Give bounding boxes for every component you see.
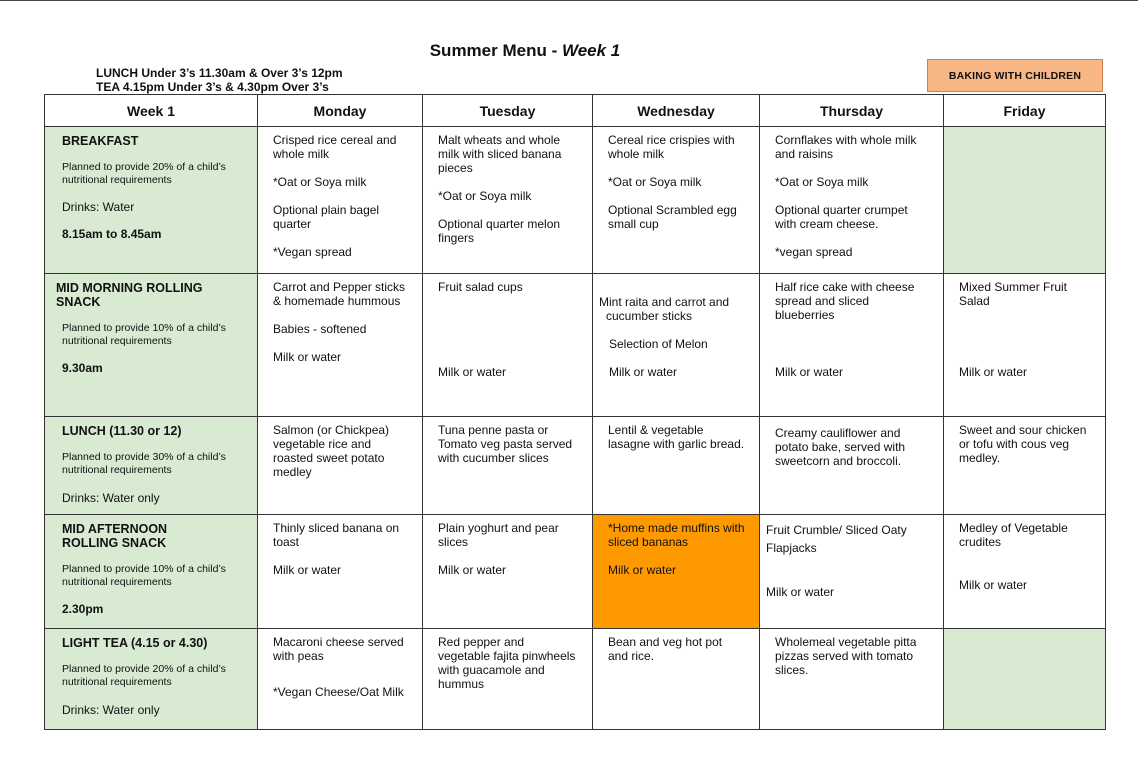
menu-item: Mixed Summer Fruit Salad	[959, 280, 1068, 308]
row-mid-morning-snack	[45, 274, 1106, 417]
menu-item: Wholemeal vegetable pitta pizzas served with tomato slices.	[775, 635, 917, 677]
top-rule	[0, 0, 1138, 1]
meal-time: 9.30am	[62, 361, 103, 375]
light-tea-wednesday	[593, 629, 760, 730]
mid-morning-wednesday	[593, 274, 760, 417]
meal-title: LIGHT TEA (4.15 or 4.30)	[62, 636, 208, 650]
lunch-tuesday	[423, 417, 593, 515]
menu-item: Optional quarter crumpet with cream cheese.	[775, 203, 908, 231]
menu-item: *Home made muffins with sliced bananas	[608, 521, 745, 549]
title-week: Week 1	[561, 41, 621, 60]
breakfast-label	[45, 127, 258, 274]
nutrition-note: Planned to provide 10% of a child’s nutritional requirements	[62, 322, 226, 347]
menu-item: *Oat or Soya milk	[273, 175, 367, 189]
breakfast-monday	[258, 127, 423, 274]
page-title	[0, 41, 1050, 61]
row-breakfast	[45, 127, 1106, 274]
menu-item: Fruit Crumble/ Sliced Oaty Flapjacks	[766, 523, 907, 555]
menu-item: Creamy cauliflower and potato bake, served with sweetcorn and broccoli.	[775, 426, 906, 468]
menu-item: Milk or water	[766, 585, 835, 599]
nutrition-note: Planned to provide 10% of a child’s nutritional requirements	[62, 563, 226, 588]
lunch-label	[45, 417, 258, 515]
lunch-friday	[944, 417, 1106, 515]
meal-time: 2.30pm	[62, 602, 104, 616]
menu-item: Medley of Vegetable crudites	[959, 521, 1068, 549]
menu-item: Milk or water	[608, 563, 677, 577]
menu-item: Optional quarter melon fingers	[438, 217, 561, 245]
menu-item: Half rice cake with cheese spread and sliced blueberries	[775, 280, 915, 322]
menu-item: Cereal rice crispies with whole milk	[608, 133, 735, 161]
light-tea-friday	[944, 629, 1106, 730]
meal-title: LUNCH (11.30 or 12)	[62, 424, 182, 438]
row-lunch	[45, 417, 1106, 515]
menu-item: Red pepper and vegetable fajita pinwheels with guacamole and hummus	[438, 635, 576, 691]
mid-afternoon-friday	[944, 515, 1106, 629]
breakfast-wednesday	[593, 127, 760, 274]
header-row	[45, 95, 1106, 127]
menu-item: Fruit salad cups	[438, 280, 523, 294]
menu-item: Milk or water	[273, 563, 342, 577]
col-monday: Monday	[258, 95, 423, 127]
nutrition-note: Planned to provide 20% of a child’s nutritional requirements	[62, 663, 226, 688]
menu-item: Optional plain bagel quarter	[273, 203, 380, 231]
drinks-note: Drinks: Water only	[62, 703, 160, 717]
menu-item: Crisped rice cereal and whole milk	[273, 133, 397, 161]
light-tea-monday	[258, 629, 423, 730]
col-week: Week 1	[45, 95, 258, 127]
menu-item: Lentil & vegetable lasagne with garlic bread.	[608, 423, 745, 451]
menu-item: Malt wheats and whole milk with sliced banana pieces	[438, 133, 562, 175]
baking-with-children-badge: BAKING WITH CHILDREN	[927, 59, 1103, 92]
breakfast-tuesday	[423, 127, 593, 274]
mid-morning-label	[45, 274, 258, 417]
menu-item: Cornflakes with whole milk and raisins	[775, 133, 917, 161]
menu-item: *vegan spread	[775, 245, 853, 259]
menu-item: *Vegan spread	[273, 245, 352, 259]
menu-item: *Oat or Soya milk	[608, 175, 702, 189]
mid-afternoon-thursday	[760, 515, 944, 629]
meal-title: MID MORNING ROLLING SNACK	[56, 281, 203, 309]
title-text: Summer Menu -	[429, 41, 558, 60]
menu-item: Milk or water	[959, 365, 1028, 379]
row-mid-afternoon-snack	[45, 515, 1106, 629]
nutrition-note: Planned to provide 20% of a child’s nutritional requirements	[62, 161, 226, 186]
mid-afternoon-tuesday	[423, 515, 593, 629]
menu-item: Milk or water	[438, 365, 507, 379]
menu-item: *Oat or Soya milk	[438, 189, 532, 203]
menu-item: Bean and veg hot pot and rice.	[608, 635, 723, 663]
drinks-note: Drinks: Water	[62, 200, 135, 214]
col-wednesday: Wednesday	[593, 95, 760, 127]
meal-title: BREAKFAST	[62, 134, 139, 148]
lunch-wednesday	[593, 417, 760, 515]
meal-time: 8.15am to 8.45am	[62, 227, 162, 241]
lunch-times: LUNCH Under 3’s 11.30am & Over 3’s 12pm	[96, 66, 343, 80]
menu-item: Thinly sliced banana on toast	[273, 521, 400, 549]
lunch-monday	[258, 417, 423, 515]
light-tea-label	[45, 629, 258, 730]
drinks-note: Drinks: Water only	[62, 491, 160, 505]
menu-item: Milk or water	[959, 578, 1028, 592]
tea-times: TEA 4.15pm Under 3’s & 4.30pm Over 3’s	[96, 80, 329, 94]
lunch-thursday	[760, 417, 944, 515]
menu-item: Optional Scrambled egg small cup	[608, 203, 737, 231]
menu-item: Mint raita and carrot and cucumber sticks	[599, 295, 730, 323]
menu-item: Milk or water	[775, 365, 844, 379]
menu-table	[44, 94, 1106, 730]
menu-item: Milk or water	[609, 365, 678, 379]
menu-item: Salmon (or Chickpea) vegetable rice and roasted sweet potato medley	[273, 423, 390, 479]
mid-morning-thursday	[760, 274, 944, 417]
menu-item: Macaroni cheese served with peas	[273, 635, 404, 663]
light-tea-thursday	[760, 629, 944, 730]
mid-afternoon-label	[45, 515, 258, 629]
col-tuesday: Tuesday	[423, 95, 593, 127]
menu-item: Babies - softened	[273, 322, 367, 336]
mid-afternoon-monday	[258, 515, 423, 629]
menu-item: Milk or water	[438, 563, 507, 577]
breakfast-friday	[944, 127, 1106, 274]
menu-item: Plain yoghurt and pear slices	[438, 521, 559, 549]
mid-morning-friday	[944, 274, 1106, 417]
breakfast-thursday	[760, 127, 944, 274]
meal-times	[96, 66, 343, 94]
col-friday: Friday	[944, 95, 1106, 127]
meal-title: MID AFTERNOON ROLLING SNACK	[62, 522, 168, 550]
row-light-tea	[45, 629, 1106, 730]
mid-morning-tuesday	[423, 274, 593, 417]
menu-item: Selection of Melon	[609, 337, 708, 351]
menu-item: Carrot and Pepper sticks & homemade hummous	[273, 280, 406, 308]
menu-item: *Oat or Soya milk	[775, 175, 869, 189]
menu-item: Milk or water	[273, 350, 342, 364]
mid-morning-monday	[258, 274, 423, 417]
light-tea-tuesday	[423, 629, 593, 730]
menu-item: *Vegan Cheese/Oat Milk	[273, 685, 404, 699]
menu-item: Tuna penne pasta or Tomato veg pasta served with cucumber slices	[438, 423, 573, 465]
mid-afternoon-wednesday-baking	[593, 515, 760, 629]
col-thursday: Thursday	[760, 95, 944, 127]
nutrition-note: Planned to provide 30% of a child’s nutritional requirements	[62, 451, 226, 476]
menu-item: Sweet and sour chicken or tofu with cous veg medley.	[959, 423, 1087, 465]
